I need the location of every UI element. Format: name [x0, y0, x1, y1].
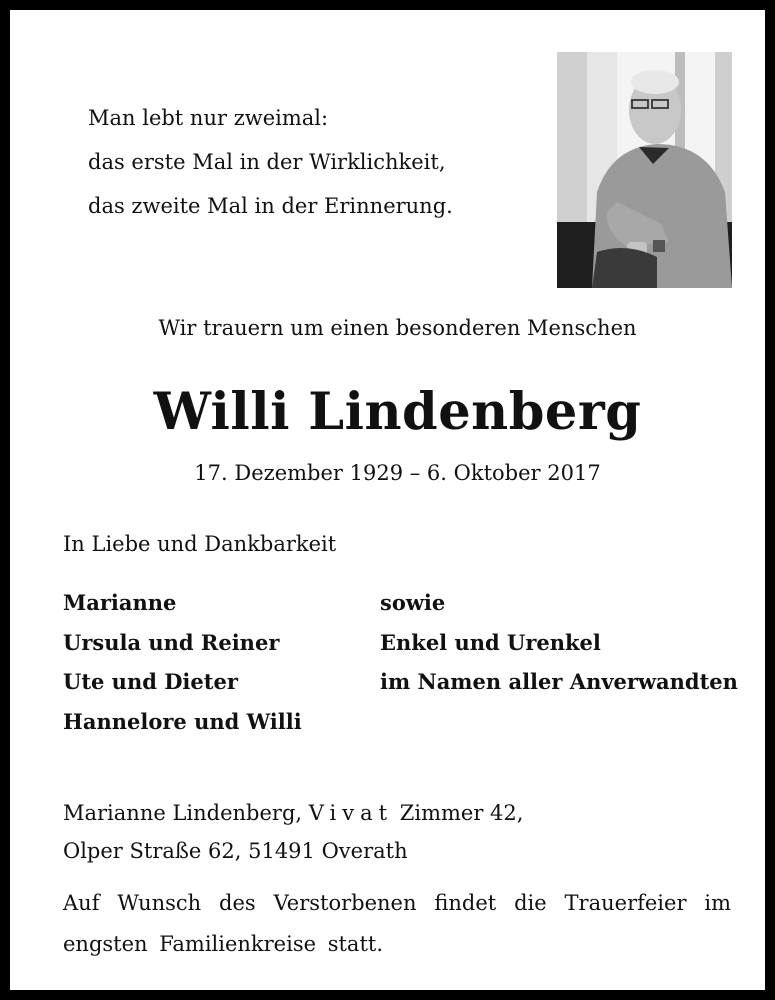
closing-note: Auf Wunsch des Verstorbenen findet die Trauerfeier im engsten Familienkreise statt. — [63, 891, 731, 956]
memorial-quote — [88, 96, 453, 228]
mourner-name: Ute und Dieter — [63, 669, 238, 694]
mourner-line: Enkel und Urenkel — [380, 629, 601, 655]
intro-line: Wir trauern um einen besonderen Menschen — [158, 316, 637, 340]
life-dates: 17. Dezember 1929 – 6. Oktober 2017 — [194, 461, 601, 485]
address-line-1 — [63, 794, 523, 832]
gratitude-line: In Liebe und Dankbarkeit — [63, 532, 337, 556]
mourner-name: Hannelore und Willi — [63, 708, 302, 734]
mourner-name: Ursula und Reiner — [63, 629, 280, 655]
quote-line: das zweite Mal in der Erinnerung. — [88, 194, 453, 218]
portrait-photo — [557, 52, 732, 288]
mourners-list-extra — [380, 583, 738, 702]
mourner-line: sowie — [380, 590, 446, 615]
mourner-name: Marianne — [63, 590, 177, 615]
address-line-2: Olper Straße 62, 51491 Overath — [63, 839, 408, 863]
mourners-list — [63, 583, 302, 741]
address-name: Marianne Lindenberg, — [63, 801, 303, 825]
mourner-line: im Namen aller Anverwandten — [380, 669, 738, 694]
contact-address — [63, 794, 523, 870]
quote-line: Man lebt nur zweimal: — [88, 106, 329, 130]
quote-line: das erste Mal in der Wirklichkeit, — [88, 150, 446, 174]
deceased-name: Willi Lindenberg — [153, 382, 642, 442]
address-room: Zimmer 42, — [399, 801, 524, 825]
address-facility: Vivat — [308, 801, 394, 825]
